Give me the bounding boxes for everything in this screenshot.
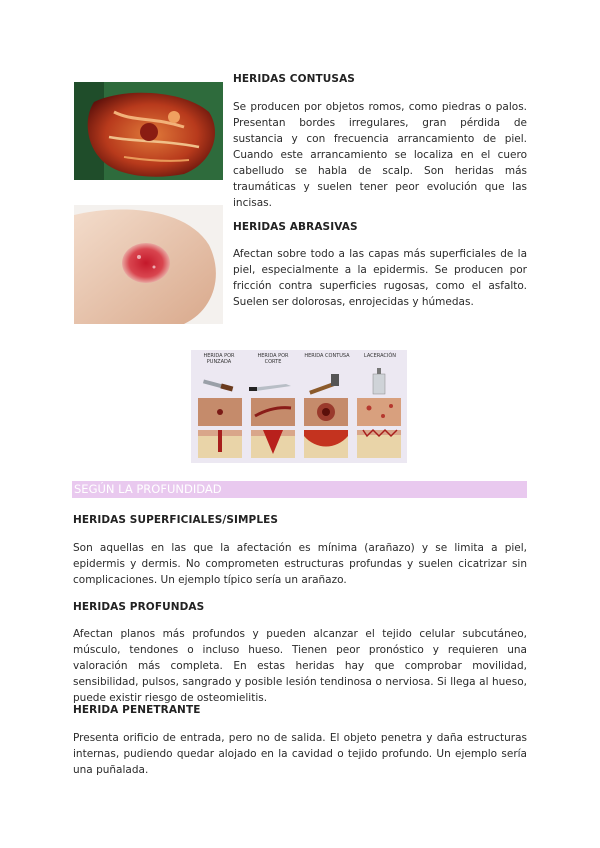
depth-title-profundas: HERIDAS PROFUNDAS bbox=[73, 601, 205, 613]
depth-body-penetrante: Presenta orificio de entrada, pero no de salida. El objeto penetra y daña estructuras internas, pudiendo quedar alojado en la cavidad o tejido profundo. Un ejemplo sería una puñalada. bbox=[73, 732, 527, 776]
depth-body-superficiales: Son aquellas en las que la afectación es mínima (arañazo) y se limita a piel, epidermis y dermis. No comprometen estructuras profundas y suelen cicatrizar sin complicaciones. Un ejemplo típico sería un arañazo. bbox=[73, 542, 527, 586]
section-band-profundidad: SEGÚN LA PROFUNDIDAD bbox=[72, 481, 527, 498]
depth-title-superficiales: HERIDAS SUPERFICIALES/SIMPLES bbox=[73, 514, 279, 526]
contused-wound-photo bbox=[74, 82, 223, 180]
section-body-contusas: Se producen por objetos romos, como piedras o palos. Presentan bordes irregulares, gran pérdida de sustancia y con frecuencia arrancamiento de piel. Cuando este arrancamiento se localiza en el cuero cabelludo se habla de scalp. Son heridas más traumáticas y suelen tener peor evolución que las incisas. bbox=[233, 101, 527, 209]
figure-label-punzada: HERIDA POR PUNZADA bbox=[203, 353, 235, 365]
section-body-abrasivas: Afectan sobre todo a las capas más superficiales de la piel, especialmente a la epidermis. Se producen por fricción contra superficies rugosas, como el asfalto. Suelen ser dolorosas, enrojecidas y húmedas. bbox=[233, 248, 527, 308]
section-title-abrasivas: HERIDAS ABRASIVAS bbox=[233, 221, 358, 233]
depth-title-penetrante: HERIDA PENETRANTE bbox=[73, 704, 201, 716]
figure-label-contusa: HERIDA CONTUSA bbox=[304, 353, 350, 359]
section-title-contusas: HERIDAS CONTUSAS bbox=[233, 73, 355, 85]
abrasion-wound-photo bbox=[74, 205, 223, 324]
wound-types-illustration bbox=[191, 350, 407, 463]
figure-label-laceracion: LACERACIÓN bbox=[363, 353, 397, 359]
depth-body-profundas: Afectan planos más profundos y pueden alcanzar el tejido celular subcutáneo, músculo, tendones o incluso hueso. Tienen peor pronóstico y requieren una valoración más completa. En estas heridas hay que comprobar movilidad, sensibilidad, pulsos, sangrado y posible lesión tendinosa o nerviosa. Si llega al hueso, puede existir riesgo de osteomielitis. bbox=[73, 628, 527, 704]
figure-label-corte: HERIDA POR CORTE bbox=[257, 353, 289, 365]
